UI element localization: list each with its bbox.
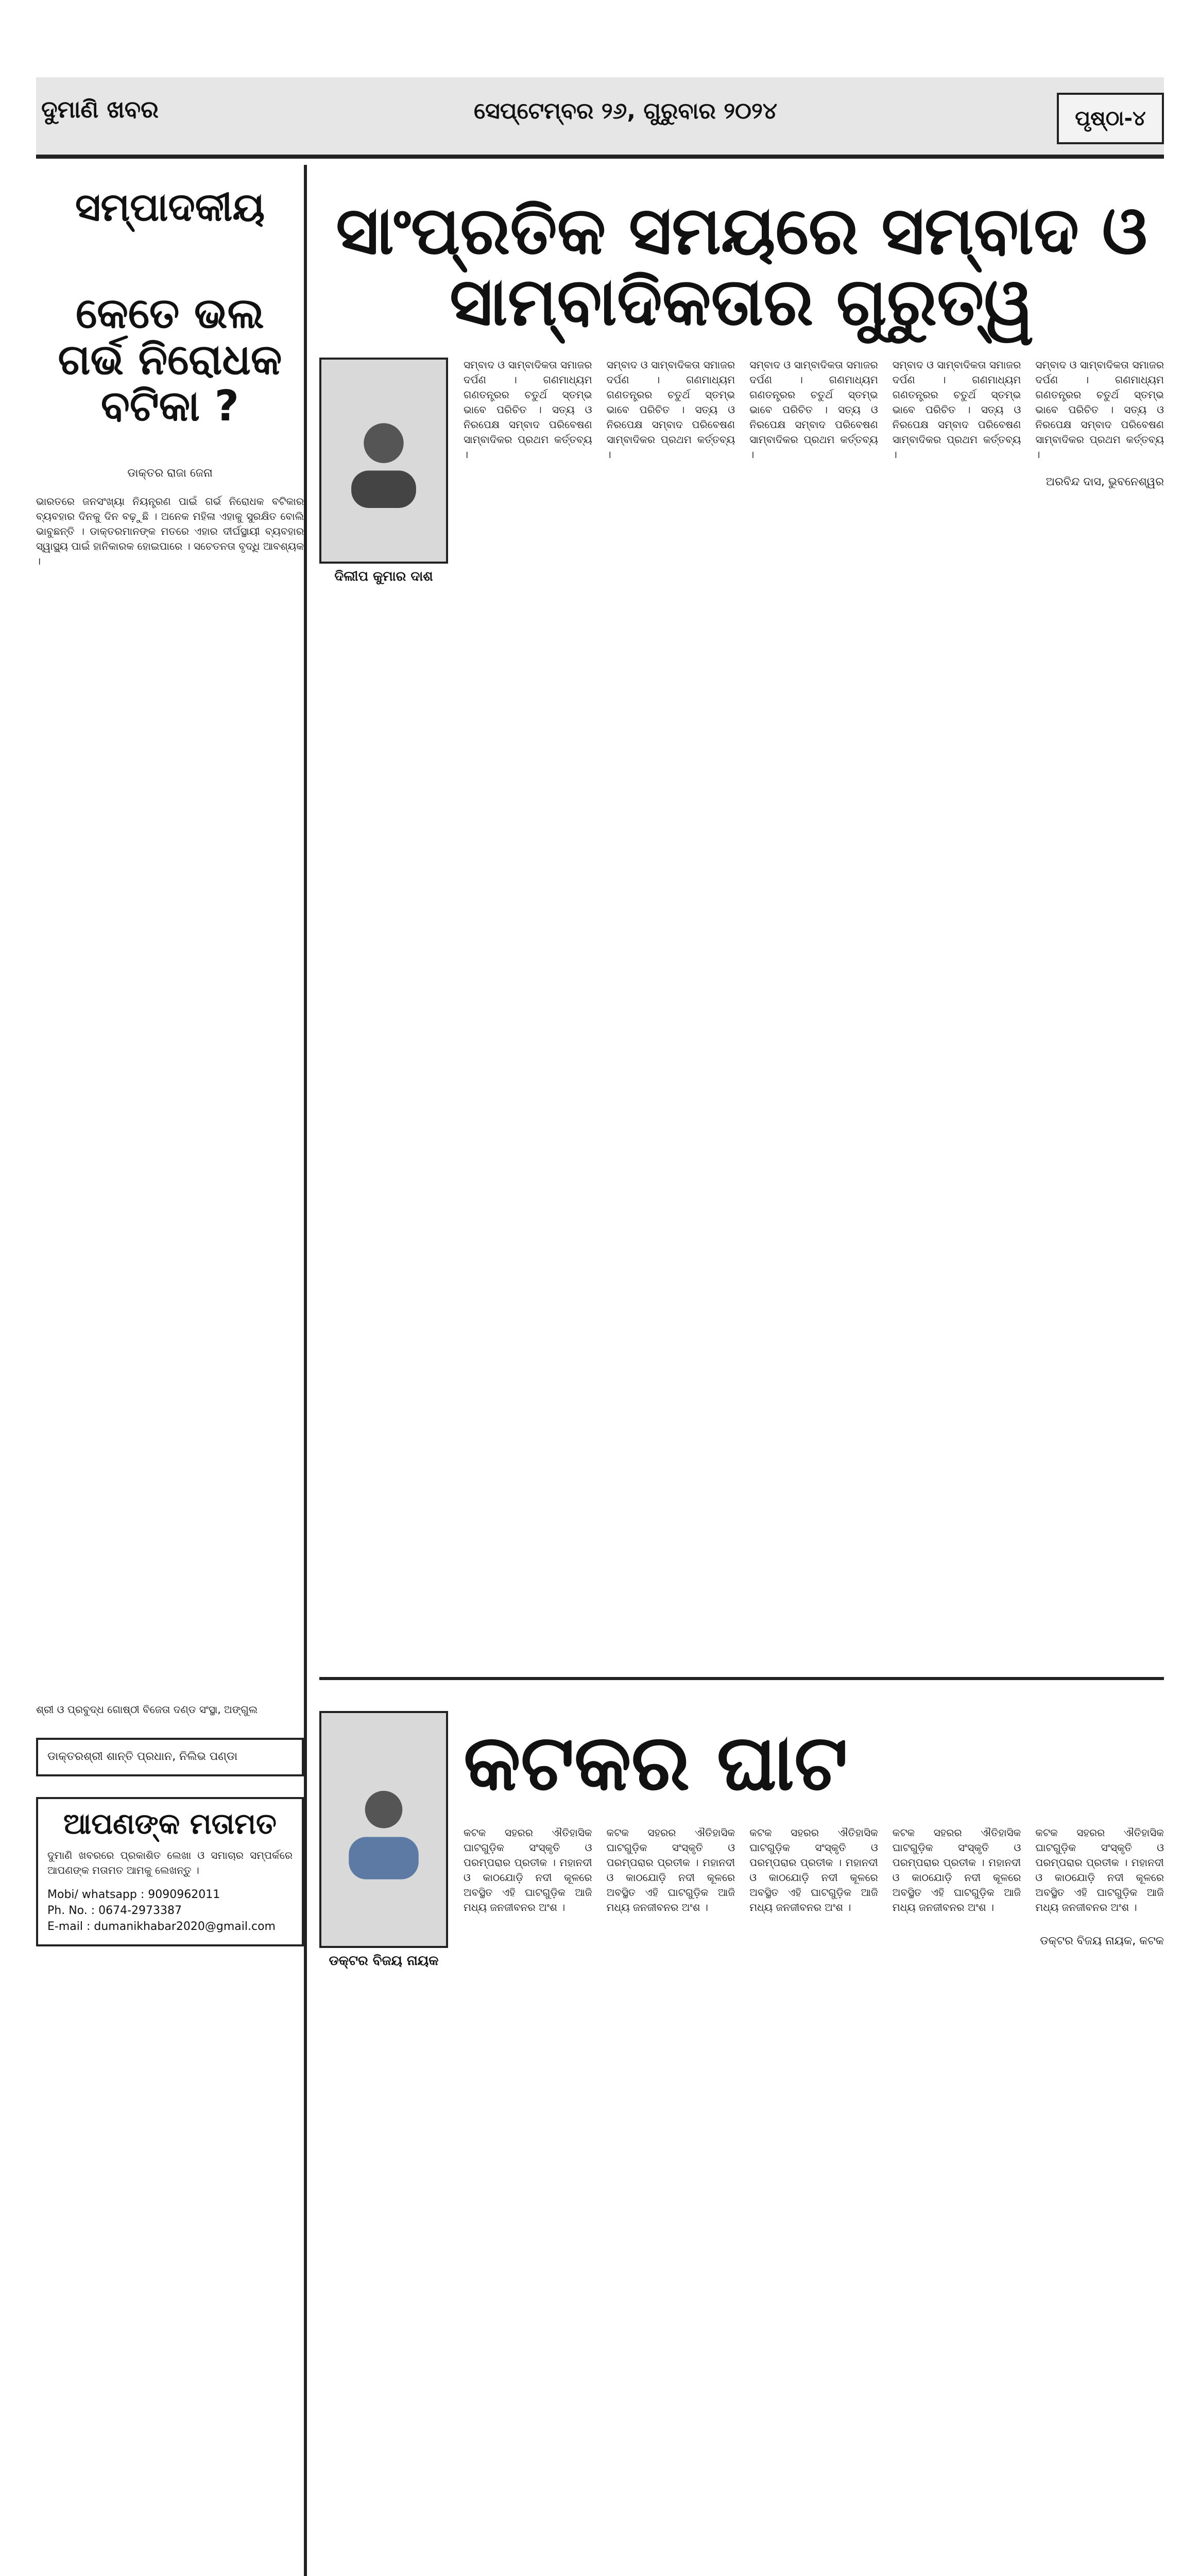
person-photo-icon xyxy=(321,360,446,562)
second-body-col-4: କଟକ ସହରର ଐତିହାସିକ ଘାଟଗୁଡ଼ିକ ସଂସ୍କୃତି ଓ ପରମ୍ପରାର ପ୍ରତୀକ । ମହାନଦୀ ଓ କାଠଯୋଡ଼ି ନଦୀ କୂଳରେ ଅବସ୍ଥିତ ଏହି ଘାଟଗୁଡ଼ିକ ଆଜି ମଧ୍ୟ ଜନଜୀବନର ଅଂଶ । xyxy=(892,1826,1021,1914)
section-title: ସମ୍ପାଦକୀୟ xyxy=(75,184,265,230)
contact-phone: Ph. No. : 0674-2973387 xyxy=(47,1904,182,1918)
second-body-col-5: କଟକ ସହରର ଐତିହାସିକ ଘାଟଗୁଡ଼ିକ ସଂସ୍କୃତି ଓ ପରମ୍ପରାର ପ୍ରତୀକ । ମହାନଦୀ ଓ କାଠଯୋଡ଼ି ନଦୀ କୂଳରେ ଅବସ୍ଥିତ ଏହି ଘାଟଗୁଡ଼ିକ ଆଜି ମଧ୍ୟ ଜନଜୀବନର ଅଂଶ । xyxy=(1035,1826,1164,1914)
contact-body: ଦୁମାଣି ଖବରରେ ପ୍ରକାଶିତ ଲେଖା ଓ ସମାଚାର ସମ୍ପର୍କରେ ଆପଣଙ୍କ ମତାମତ ଆମକୁ ଲେଖନ୍ତୁ । xyxy=(47,1849,293,1877)
second-body-col-1: କଟକ ସହରର ଐତିହାସିକ ଘାଟଗୁଡ଼ିକ ସଂସ୍କୃତି ଓ ପରମ୍ପରାର ପ୍ରତୀକ । ମହାନଦୀ ଓ କାଠଯୋଡ଼ି ନଦୀ କୂଳରେ ଅବସ୍ଥିତ ଏହି ଘାଟଗୁଡ଼ିକ ଆଜି ମଧ୍ୟ ଜନଜୀବନର ଅଂଶ । xyxy=(464,1826,592,1914)
contact-box xyxy=(36,1738,304,1776)
top-body-col-2: ସମ୍ବାଦ ଓ ସାମ୍ବାଦିକତା ସମାଜର ଦର୍ପଣ । ଗଣମାଧ୍ୟମ ଗଣତନ୍ତ୍ରର ଚତୁର୍ଥ ସ୍ତମ୍ଭ ଭାବେ ପରିଚିତ । ସତ୍ୟ ଓ ନିରପେକ୍ଷ ସମ୍ବାଦ ପରିବେଷଣ ସାମ୍ବାଦିକର ପ୍ରଥମ କର୍ତ୍ତବ୍ୟ । xyxy=(606,359,735,461)
top-body-col-3: ସମ୍ବାଦ ଓ ସାମ୍ବାଦିକତା ସମାଜର ଦର୍ପଣ । ଗଣମାଧ୍ୟମ ଗଣତନ୍ତ୍ରର ଚତୁର୍ଥ ସ୍ତମ୍ଭ ଭାବେ ପରିଚିତ । ସତ୍ୟ ଓ ନିରପେକ୍ଷ ସମ୍ବାଦ ପରିବେଷଣ ସାମ୍ବାଦିକର ପ୍ରଥମ କର୍ତ୍ତବ୍ୟ । xyxy=(749,359,878,461)
top-author-photo xyxy=(319,358,448,564)
top-author-sign: ଅରବିନ୍ଦ ଦାସ, ଭୁବନେଶ୍ୱର xyxy=(1045,476,1164,489)
contact-mobile: Mobi/ whatsapp : 9090962011 xyxy=(47,1888,220,1902)
issue-date: ସେପ୍ଟେମ୍ବର ୨୬, ଗୁରୁବାର ୨୦୨୪ xyxy=(474,98,778,124)
logo-label: ଦୁମାଣି ଖବର xyxy=(41,95,159,123)
top-photo-caption: ଦିଲୀପ କୁମାର ଦାଶ xyxy=(334,569,433,585)
person-photo-icon xyxy=(321,1713,446,1946)
main-column xyxy=(319,165,1164,2576)
second-body-col-2: କଟକ ସହରର ଐତିହାସିକ ଘାଟଗୁଡ଼ିକ ସଂସ୍କୃତି ଓ ପରମ୍ପରାର ପ୍ରତୀକ । ମହାନଦୀ ଓ କାଠଯୋଡ଼ି ନଦୀ କୂଳରେ ଅବସ୍ଥିତ ଏହି ଘାଟଗୁଡ଼ିକ ଆଜି ମଧ୍ୟ ଜନଜୀବନର ଅଂଶ । xyxy=(606,1826,735,1914)
contact-form xyxy=(36,1797,304,1946)
top-body-col-4: ସମ୍ବାଦ ଓ ସାମ୍ବାଦିକତା ସମାଜର ଦର୍ପଣ । ଗଣମାଧ୍ୟମ ଗଣତନ୍ତ୍ରର ଚତୁର୍ଥ ସ୍ତମ୍ଭ ଭାବେ ପରିଚିତ । ସତ୍ୟ ଓ ନିରପେକ୍ଷ ସମ୍ବାଦ ପରିବେଷଣ ସାମ୍ବାଦିକର ପ୍ରଥମ କର୍ତ୍ତବ୍ୟ । xyxy=(892,359,1021,461)
top-body-col-1: ସମ୍ବାଦ ଓ ସାମ୍ବାଦିକତା ସମାଜର ଦର୍ପଣ । ଗଣମାଧ୍ୟମ ଗଣତନ୍ତ୍ରର ଚତୁର୍ଥ ସ୍ତମ୍ଭ ଭାବେ ପରିଚିତ । ସତ୍ୟ ଓ ନିରପେକ୍ଷ ସମ୍ବାଦ ପରିବେଷଣ ସାମ୍ବାଦିକର ପ୍ରଥମ କର୍ତ୍ତବ୍ୟ । xyxy=(464,359,592,461)
left-column xyxy=(36,165,307,2576)
second-body-col-3: କଟକ ସହରର ଐତିହାସିକ ଘାଟଗୁଡ଼ିକ ସଂସ୍କୃତି ଓ ପରମ୍ପରାର ପ୍ରତୀକ । ମହାନଦୀ ଓ କାଠଯୋଡ଼ି ନଦୀ କୂଳରେ ଅବସ୍ଥିତ ଏହି ଘାଟଗୁଡ଼ିକ ଆଜି ମଧ୍ୟ ଜନଜୀବନର ଅଂଶ । xyxy=(749,1826,878,1914)
editorial-headline: କେତେ ଭଲ ଗର୍ଭ ନିରୋଧକ ବଟିକା ? xyxy=(58,289,282,431)
page-number: ପୃଷ୍ଠା-୪ xyxy=(1057,93,1164,144)
top-body-col-5: ସମ୍ବାଦ ଓ ସାମ୍ବାଦିକତା ସମାଜର ଦର୍ପଣ । ଗଣମାଧ୍ୟମ ଗଣତନ୍ତ୍ରର ଚତୁର୍ଥ ସ୍ତମ୍ଭ ଭାବେ ପରିଚିତ । ସତ୍ୟ ଓ ନିରପେକ୍ଷ ସମ୍ବାଦ ପରିବେଷଣ ସାମ୍ବାଦିକର ପ୍ରଥମ କର୍ତ୍ତବ୍ୟ । xyxy=(1035,359,1164,461)
section-divider xyxy=(319,1677,1164,1680)
top-headline: ସାଂପ୍ରତିକ ସମୟରେ ସମ୍ବାଦ ଓ ସାମ୍ବାଦିକତାର ଗୁରୁତ୍ୱ xyxy=(336,193,1147,341)
editorial-byline: ଡାକ୍ତର ରାଜା ଜେନା xyxy=(127,467,213,480)
second-headline: କଟକର ଘାଟ xyxy=(464,1718,848,1808)
second-author-photo xyxy=(319,1711,448,1948)
editorial-footer-note: ଶ୍ରୀ ଓ ପ୍ରବୁଦ୍ଧ ଗୋଷ୍ଠୀ ବିଜେତା ଦଣ୍ଡ ସଂସ୍ଥା, ଅଙ୍ଗୁଲ xyxy=(36,1703,258,1716)
contributor-caption: ଡାକ୍ତରଶ୍ରୀ ଶାନ୍ତି ପ୍ରଧାନ, ନିଲିଭ ପଣ୍ଡା xyxy=(47,1750,238,1763)
editorial-body: ଭାରତରେ ଜନସଂଖ୍ୟା ନିୟନ୍ତ୍ରଣ ପାଇଁ ଗର୍ଭ ନିରୋଧକ ବଟିକାର ବ୍ୟବହାର ଦିନକୁ ଦିନ ବଢ଼ୁଛି । ଅନେକ ମହିଳା ଏହାକୁ ସୁରକ୍ଷିତ ବୋଲି ଭାବୁଛନ୍ତି । ଡାକ୍ତରମାନଙ୍କ ମତରେ ଏହାର ଦୀର୍ଘସ୍ଥାୟୀ ବ୍ୟବହାର ସ୍ୱାସ୍ଥ୍ୟ ପାଇଁ ହାନିକାରକ ହୋଇପାରେ । ସଚେତନତା ବୃଦ୍ଧି ଆବଶ୍ୟକ । xyxy=(36,495,304,567)
second-photo-caption: ଡକ୍ଟର ବିଜୟ ନାୟକ xyxy=(329,1953,439,1969)
bottom-author: ଡକ୍ଟର ବିଜୟ ନାୟକ, କଟକ xyxy=(1040,1935,1164,1948)
contact-title: ଆପଣଙ୍କ ମତାମତ xyxy=(63,1807,277,1841)
contact-email: E-mail : dumanikhabar2020@gmail.com xyxy=(47,1920,276,1933)
